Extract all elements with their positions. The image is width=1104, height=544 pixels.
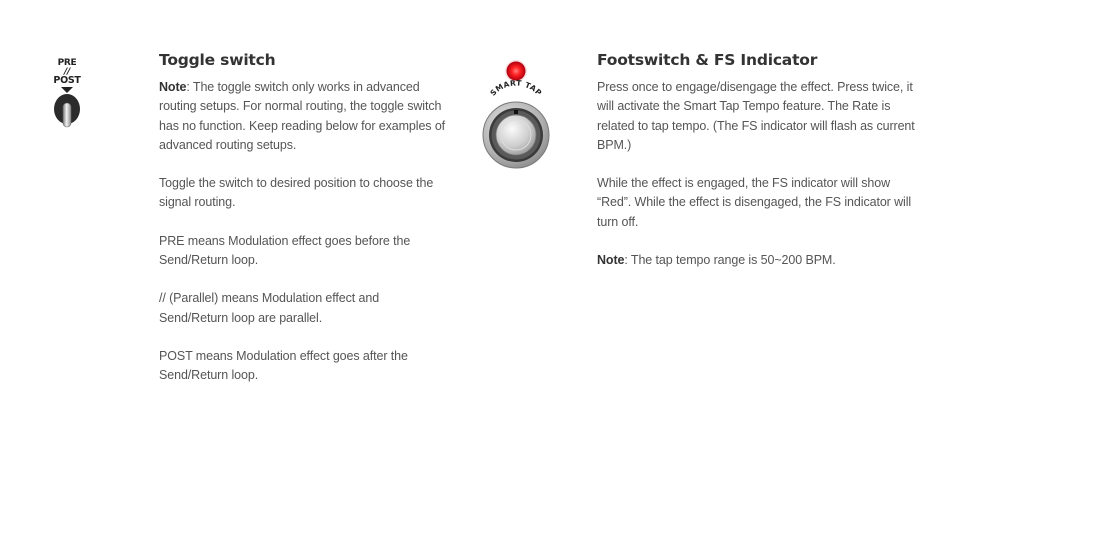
footswitch-title: Footswitch & FS Indicator [597,51,818,69]
footswitch-note-text: : The tap tempo range is 50~200 BPM. [624,253,836,268]
footswitch-icon [476,55,556,175]
footswitch-svg [476,55,556,175]
toggle-switch-icon [47,56,87,130]
toggle-note-paragraph [159,78,449,155]
toggle-paragraph-routing: Toggle the switch to desired position to choose the signal routing. [159,176,434,210]
footswitch-paragraph-indicator: While the effect is engaged, the FS indicator will show “Red”. While the effect is disengaged, the FS indicator will turn off. [597,176,912,229]
toggle-paragraph-parallel: // (Parallel) means Modulation effect and Send/Return loop are parallel. [159,291,380,325]
toggle-switch-section [159,50,449,405]
footswitch-section [597,50,917,289]
toggle-lever-icon [47,86,87,130]
toggle-switch-title: Toggle switch [159,51,276,69]
toggle-paragraph-pre: PRE means Modulation effect goes before the Send/Return loop. [159,233,411,268]
fs-indicator-icon [507,62,526,81]
toggle-note-text: : The toggle switch only works in advanced routing setups. For normal routing, the toggle switch has no function. Keep reading below for examples of advanced routing setups. [159,80,446,152]
toggle-label-post: POST [53,75,81,86]
toggle-note-label: Note [159,80,187,94]
toggle-label-parallel: // [64,67,70,77]
footswitch-paragraph-press: Press once to engage/disengage the effect. Press twice, it will activate the Smart Tap Tempo feature. The Rate is related to tap tempo. (The FS indicator will flash as current BPM.) [597,80,915,152]
toggle-paragraph-post: POST means Modulation effect goes after the Send/Return loop. [159,348,408,383]
footswitch-label: SMART TAP [488,78,544,98]
footswitch-note-paragraph [597,251,917,270]
toggle-label-pre: PRE [57,58,77,68]
footswitch-note-label: Note [597,253,625,268]
